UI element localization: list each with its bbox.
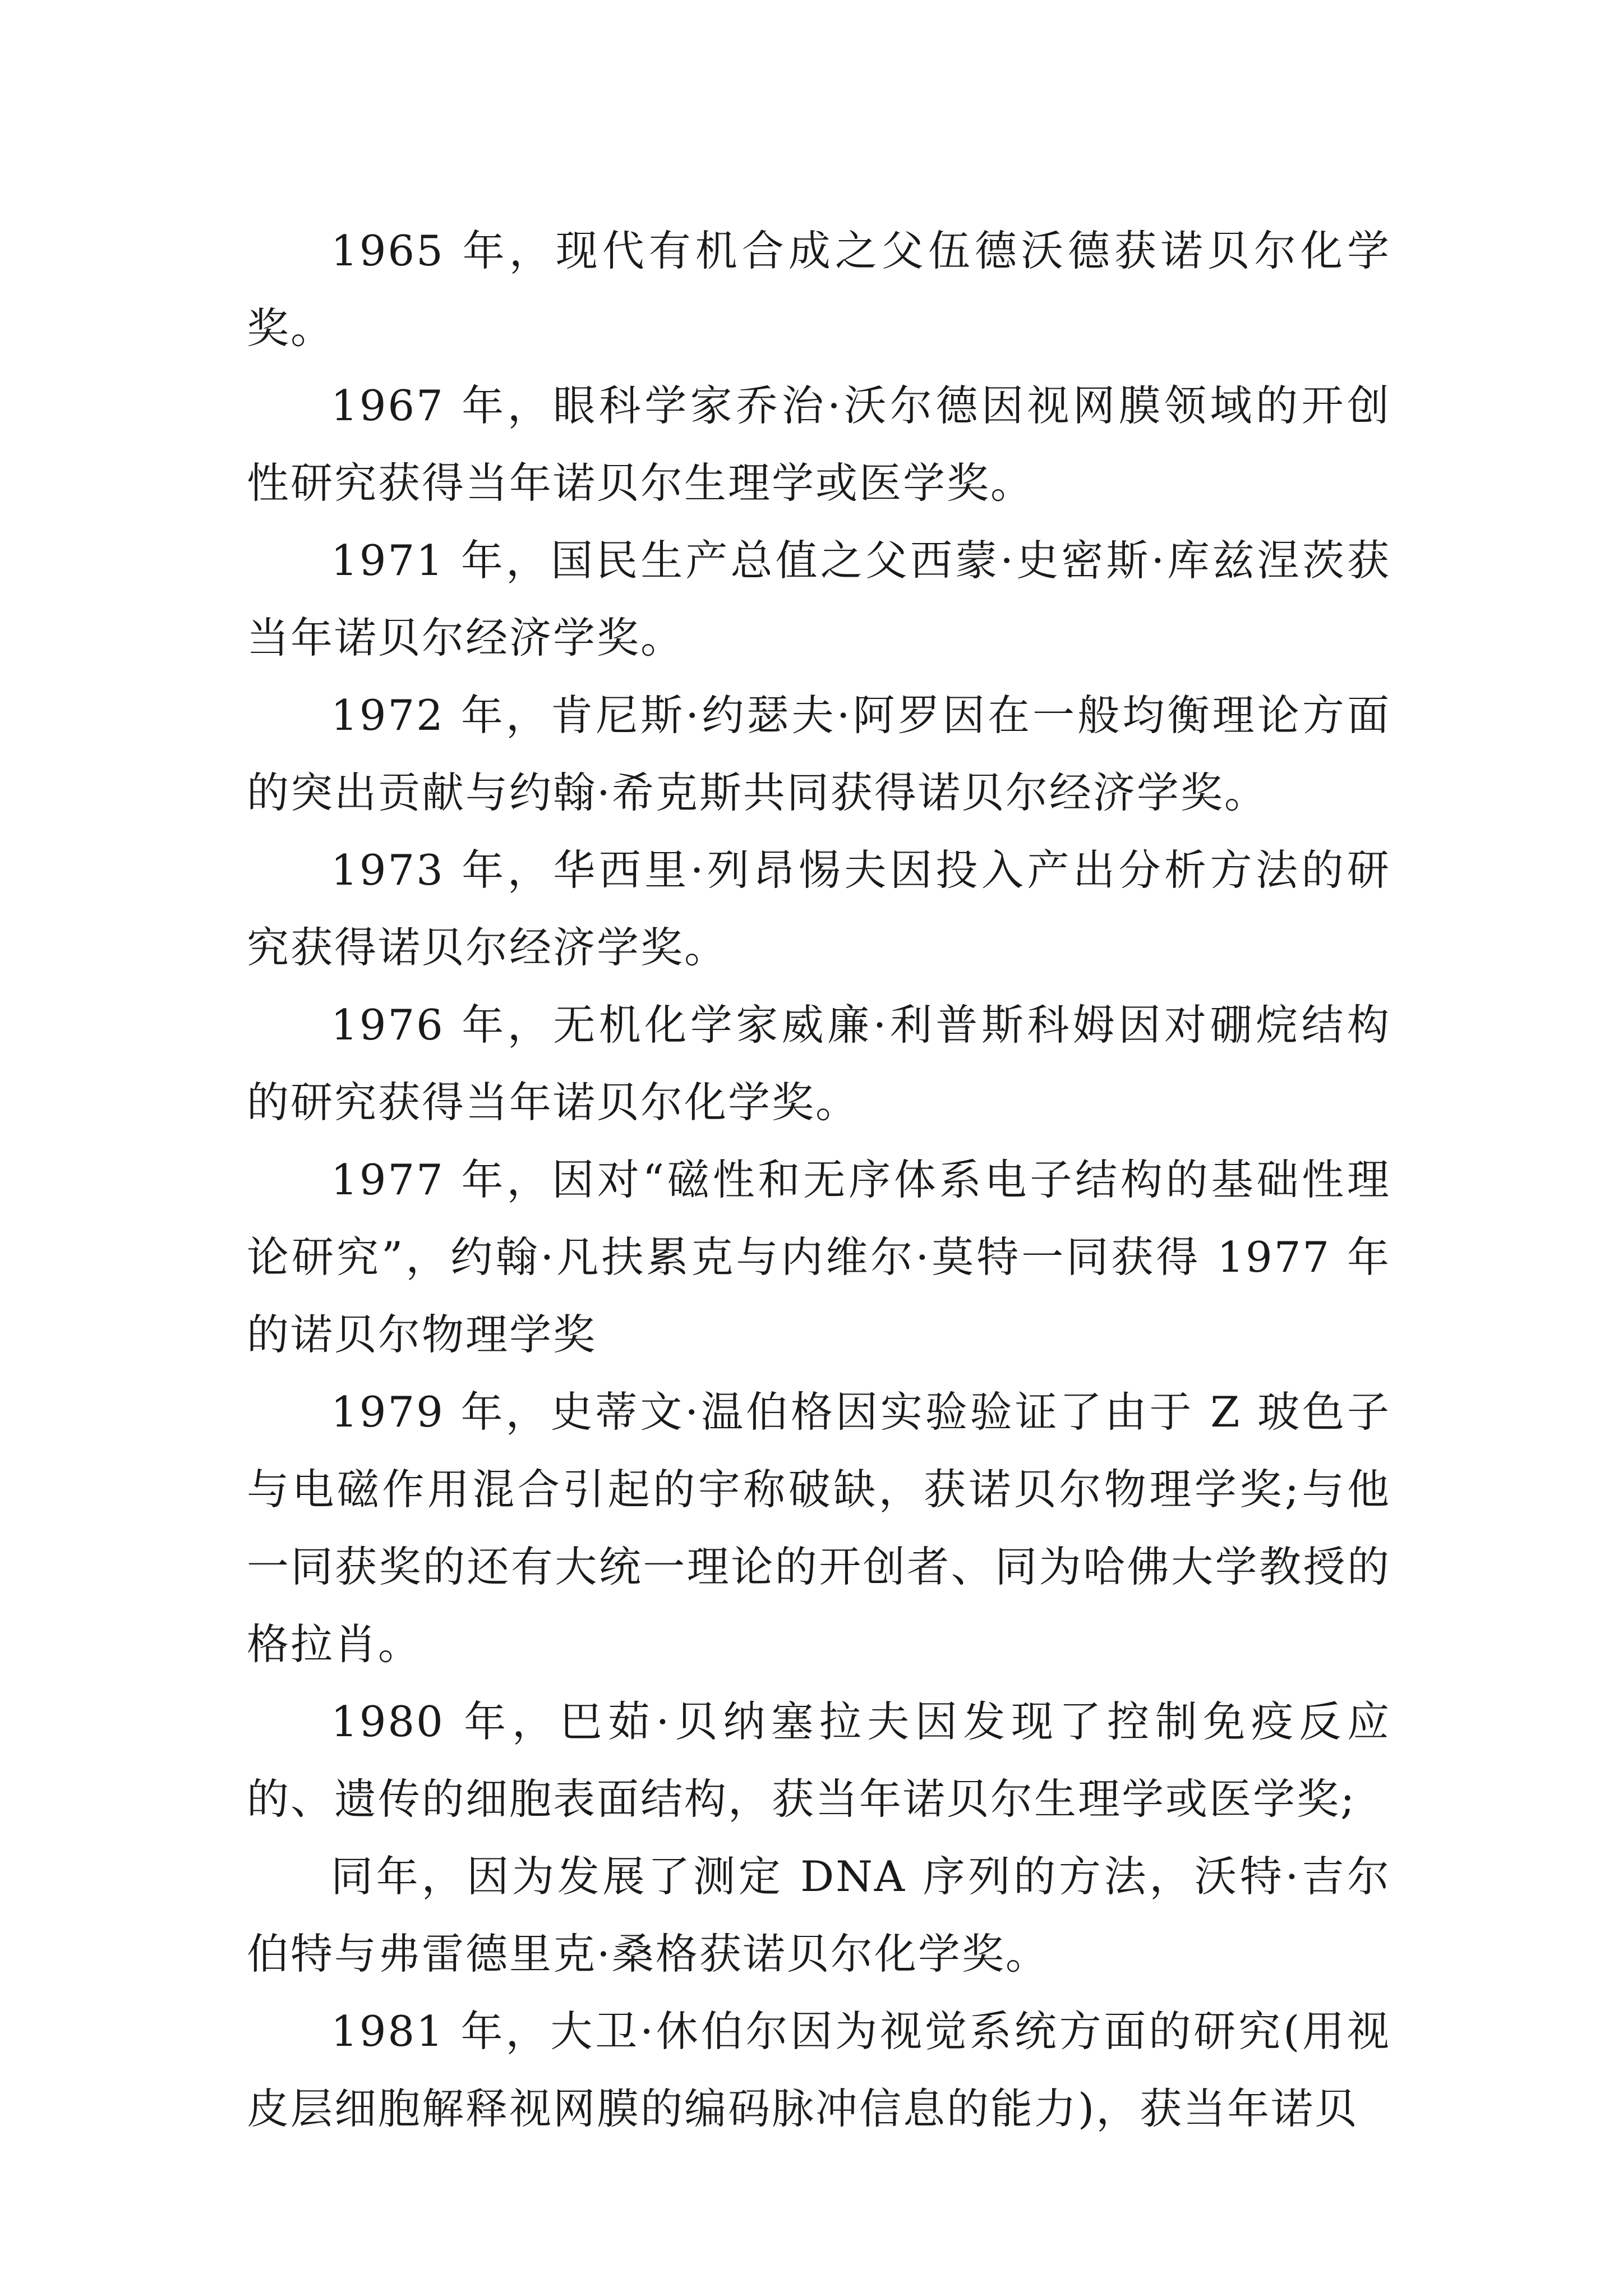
paragraph-1971: 1971 年，国民生产总值之父西蒙·史密斯·库兹涅茨获当年诺贝尔经济学奖。 xyxy=(247,536,1391,662)
paragraph-1972: 1972 年，肯尼斯·约瑟夫·阿罗因在一般均衡理论方面的突出贡献与约翰·希克斯共同获得诺贝尔经济学奖。 xyxy=(247,691,1391,817)
paragraph-1977: 1977 年，因对“磁性和无序体系电子结构的基础性理论研究”，约翰·凡扶累克与内维尔·莫特一同获得 1977 年的诺贝尔物理学奖 xyxy=(247,1155,1391,1359)
paragraph-1980: 1980 年，巴茹·贝纳塞拉夫因发现了控制免疫反应的、遗传的细胞表面结构，获当年诺贝尔生理学或医学奖; xyxy=(247,1697,1391,1824)
paragraph-1981: 1981 年，大卫·休伯尔因为视觉系统方面的研究(用视皮层细胞解释视网膜的编码脉冲信息的能力)，获当年诺贝 xyxy=(247,2007,1391,2133)
paragraph-1980-same-year: 同年，因为发展了测定 DNA 序列的方法，沃特·吉尔伯特与弗雷德里克·桑格获诺贝尔化学奖。 xyxy=(247,1852,1391,1978)
paragraph-1973: 1973 年，华西里·列昂惕夫因投入产出分析方法的研究获得诺贝尔经济学奖。 xyxy=(247,845,1391,972)
paragraph-1979: 1979 年，史蒂文·温伯格因实验验证了由于 Z 玻色子与电磁作用混合引起的宇称破缺，获诺贝尔物理学奖;与他一同获奖的还有大统一理论的开创者、同为哈佛大学教授的格拉肖。 xyxy=(247,1387,1391,1669)
paragraph-1967: 1967 年，眼科学家乔治·沃尔德因视网膜领域的开创性研究获得当年诺贝尔生理学或医学奖。 xyxy=(247,381,1391,508)
paragraph-1965: 1965 年，现代有机合成之父伍德沃德获诺贝尔化学奖。 xyxy=(247,226,1391,353)
paragraph-1976: 1976 年，无机化学家威廉·利普斯科姆因对硼烷结构的研究获得当年诺贝尔化学奖。 xyxy=(247,1000,1391,1127)
body-text xyxy=(247,212,1391,2147)
